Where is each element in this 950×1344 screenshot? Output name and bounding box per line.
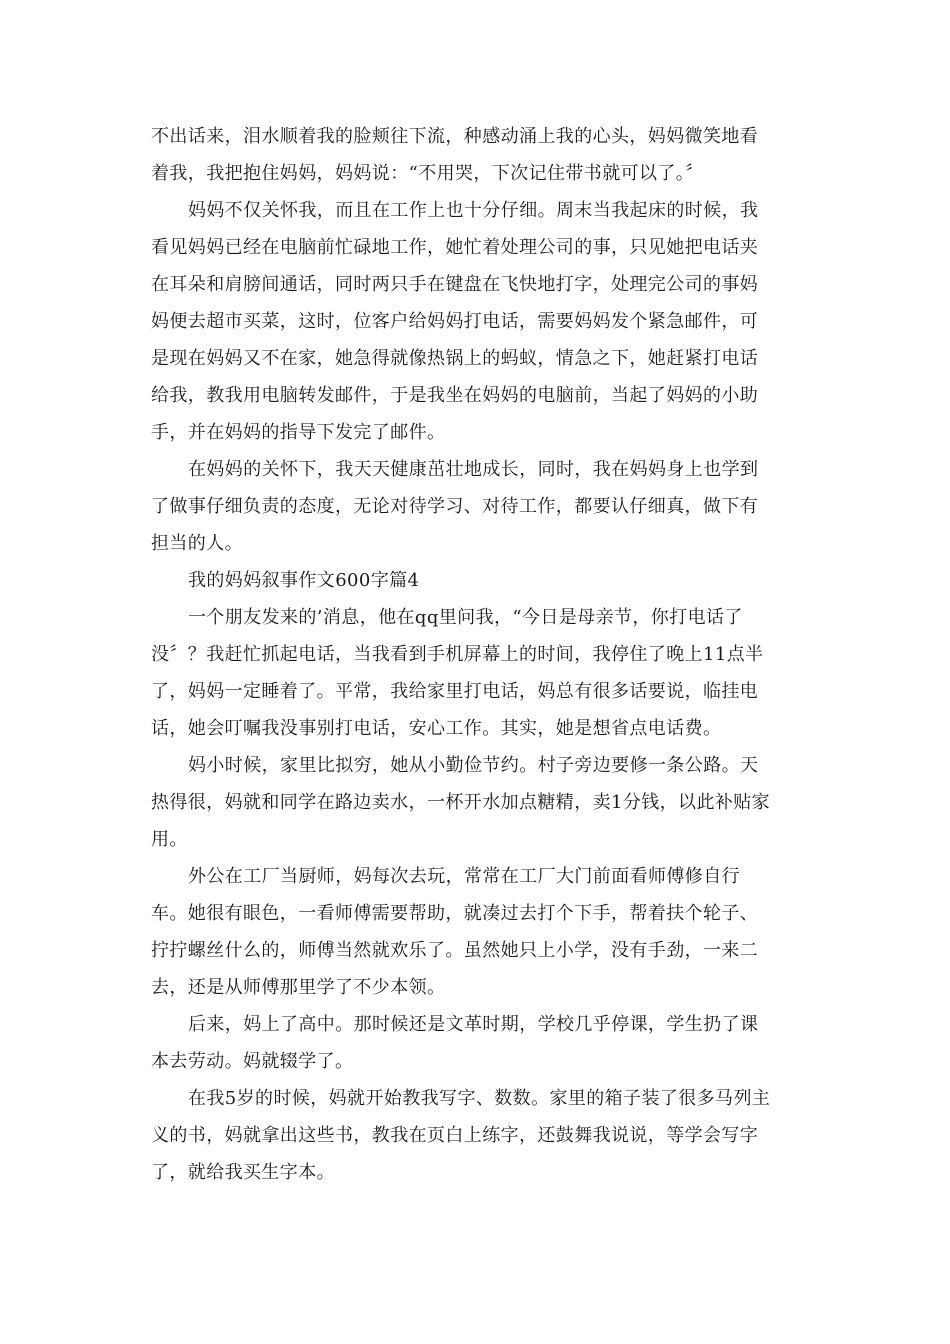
- paragraph-first-line: 外公在工厂当厨师，妈每次去玩，常常在工厂大门前面看师傅修自行: [188, 866, 740, 887]
- paragraph-first-line: 妈小时候，家里比拟穷，她从小勤俭节约。村子旁边要修一条公路。天: [188, 755, 759, 776]
- text-line: 话，她会叮嘱我没事别打电话，安心工作。其实，她是想省点电话费。: [151, 718, 722, 739]
- text-line: 义的书，妈就拿出这些书，教我在页白上练字，还鼓舞我说说，等学会写字: [151, 1125, 759, 1146]
- paragraph-first-line: 后来，妈上了高中。那时候还是文革时期，学校几乎停课，学生扔了课: [188, 1014, 759, 1035]
- text-line: 着我，我把抱住妈妈，妈妈说：“不用哭，下次记住带书就可以了。〞: [151, 163, 704, 184]
- text-line: 去，还是从师傅那里学了不少本领。: [151, 977, 446, 998]
- text-line: 了，妈妈一定睡着了。平常，我给家里打电话，妈总有很多话要说，临挂电: [151, 681, 759, 702]
- text-line: 没〞？我赶忙抓起电话，当我看到手机屏幕上的时间，我停住了晚上11点半: [151, 644, 764, 665]
- text-line: 用。: [151, 829, 188, 850]
- text-line: 了做事仔细负责的态度，无论对待学习、对待工作，都要认仔细真，做下有: [151, 496, 759, 517]
- paragraph-first-line: 妈妈不仅关怀我，而且在工作上也十分仔细。周末当我起床的时候，我: [188, 200, 759, 221]
- text-line: 了，就给我买生字本。: [151, 1162, 335, 1183]
- text-line: 给我，教我用电脑转发邮件，于是我坐在妈妈的电脑前，当起了妈妈的小助: [151, 385, 759, 406]
- text-line: 热得很，妈就和同学在路边卖水，一杯开水加点糖精，卖1分钱，以此补贴家: [151, 792, 771, 813]
- text-line: 车。她很有眼色，一看师傅需要帮助，就凑过去打个下手，帮着扶个轮子、: [151, 903, 759, 924]
- text-line: 妈便去超市买菜，这时，位客户给妈妈打电话，需要妈妈发个紧急邮件，可: [151, 311, 759, 332]
- text-line: 担当的人。: [151, 533, 243, 554]
- text-line: 不出话来，泪水顺着我的脸颊往下流，种感动涌上我的心头，妈妈微笑地看: [151, 126, 759, 147]
- text-line: 是现在妈妈又不在家，她急得就像热锅上的蚂蚁，情急之下，她赶紧打电话: [151, 348, 759, 369]
- text-line: 看见妈妈已经在电脑前忙碌地工作，她忙着处理公司的事，只见她把电话夹: [151, 237, 759, 258]
- section-heading: 我的妈妈叙事作文600字篇4: [188, 570, 420, 591]
- paragraph-first-line: 在我5岁的时候，妈就开始教我写字、数数。家里的箱子装了很多马列主: [188, 1088, 771, 1109]
- text-line: 拧拧螺丝什么的，师傅当然就欢乐了。虽然她只上小学，没有手劲，一来二: [151, 940, 759, 961]
- text-line: 手，并在妈妈的指导下发完了邮件。: [151, 422, 446, 443]
- paragraph-first-line: 一个朋友发来的’消息，他在qq里问我，“今日是母亲节，你打电话了: [188, 607, 743, 628]
- paragraph-first-line: 在妈妈的关怀下，我天天健康茁壮地成长，同时，我在妈妈身上也学到: [188, 459, 759, 480]
- text-line: 在耳朵和肩膀间通话，同时两只手在键盘在飞快地打字，处理完公司的事妈: [151, 274, 759, 295]
- text-line: 本去劳动。妈就辍学了。: [151, 1051, 354, 1072]
